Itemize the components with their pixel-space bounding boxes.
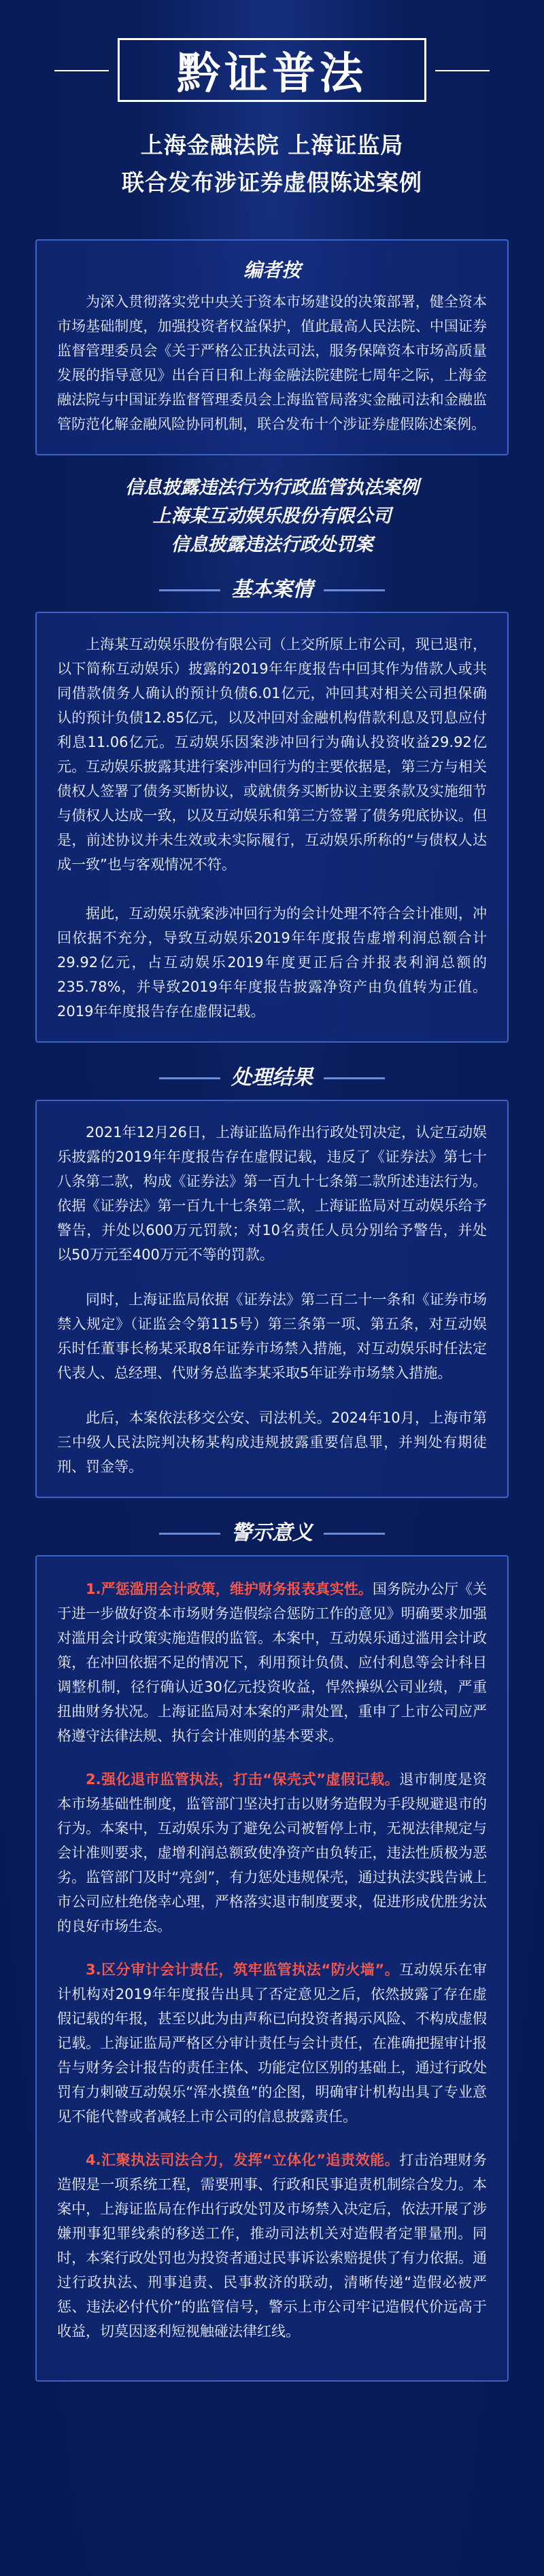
handling-label: 处理结果 [231,1066,313,1090]
warning-body: 退市制度是资本市场基础性制度，监管部门坚决打击以财务造假为手段规避退市的行为。本案中，互动娱乐为了避免公司被暂停上市，无视法律规定与会计准则要求，虚增利润总额致使净资产由负转正，违法性质极为恶劣。监管部门及时“亮剑”，有力惩处违规保壳，通过执法实践告诫上市公司应杜绝侥幸心理，严格落实退市制度要求，促进形成优胜劣汰的良好市场生态。 [57,1771,487,1934]
handling-para2: 同时，上海证监局依据《证券法》第二百二十一条和《证券市场禁入规定》（证监会令第115号）第三条第一项、第五条，对互动娱乐时任董事长杨某采取8年证券市场禁入措施，对互动娱乐时任法定代表人、总经理、代财务总监李某采取5年证券市场禁入措施。 [57,1291,487,1381]
hero-header [0,0,544,217]
heading-bar-left [159,1533,220,1535]
warning-heading: 4.汇聚执法司法合力，发挥“立体化”追责效能。 [86,2152,400,2168]
heading-bar-left [159,1077,220,1079]
warning-heading: 2.强化退市监管执法，打击“保壳式”虚假记载。 [86,1771,400,1788]
editor-note-panel [35,239,509,455]
case-title-line1: 信息披露违法行为行政监管执法案例 [125,477,419,498]
case-title-line2: 上海某互动娱乐股份有限公司 [152,506,392,527]
editor-note-text: 为深入贯彻落实党中央关于资本市场建设的决策部署，健全资本市场基础制度，加强投资者权益保护，值此最高人民法院、中国证券监督管理委员会《关于严格公正执法司法，服务保障资本市场高质量发展的指导意见》出台百日和上海金融法院建院七周年之际，上海金融法院与中国证券监督管理委员会上海监管局落实金融司法和金融监管防范化解金融风险协同机制，联合发布十个涉证券虚假陈述案例。 [57,294,487,432]
basic-facts-para1: 上海某互动娱乐股份有限公司（上交所原上市公司，现已退市，以下简称互动娱乐）披露的2019年年度报告中回其作为借款人或共同借款债务人确认的预计负债6.01亿元，冲回其对相关公司担保确认的预计负债12.85亿元，以及冲回对金融机构借款利息及罚息应付利息11.06亿元。互动娱乐因案涉冲回行为确认投资收益29.92亿元。互动娱乐披露其进行案涉冲回行为的主要依据是，第三方与相关债权人签署了债务买断协议，或就债务买断协议主要条款及实施细节与债权人达成一致，以及互动娱乐和第三方签署了债务兜底协议。但是，前述协议并未生效或未实际履行，互动娱乐所称的“与债权人达成一致”也与客观情况不符。 [57,636,487,873]
warning-item [57,2148,487,2344]
heading-bar-left [159,589,220,591]
heading-bar-right [324,1077,385,1079]
basic-facts-panel [35,612,509,1043]
warning-item [57,1767,487,1938]
heading-bar-right [324,589,385,591]
warning-body: 打击治理财务造假是一项系统工程，需要刑事、行政和民事追责机制综合发力。本案中，上海证监局在作出行政处罚及市场禁入决定后，依法开展了涉嫌刑事犯罪线索的移送工作，推动司法机关对造假者定罪量刑。同时，本案行政处罚也为投资者通过民事诉讼索赔提供了有力依据。通过行政执法、刑事追责、民事救济的联动，清晰传递“造假必被严惩、违法必付代价”的监管信号，警示上市公司牢记造假代价远高于收益，切莫因逐利短视触碰法律红线。 [57,2152,487,2339]
handling-heading [0,1060,544,1090]
subtitle-publishers: 上海金融法院 上海证监局 [140,132,404,158]
warnings-panel [35,1555,509,2382]
handling-panel [35,1100,509,1498]
handling-para1: 2021年12月26日，上海证监局作出行政处罚决定，认定互动娱乐披露的2019年年度报告存在虚假记载，违反了《证券法》第七十八条第二款，构成《证券法》第一百九十七条第二款所述违法行为。依据《证券法》第一百九十七条第二款，上海证监局对互动娱乐给予警告，并处以600万元罚款；对10名责任人员分别给予警告，并处以50万元至400万元不等的罚款。 [57,1124,487,1263]
editor-note-label: 编者按 [243,259,301,281]
warnings-label: 警示意义 [231,1521,313,1545]
page-title: 黔证普法 [177,49,367,99]
subtitle-announcement: 联合发布涉证券虚假陈述案例 [122,169,422,196]
warning-heading: 3.区分审计会计责任，筑牢监管执法“防火墙”。 [86,1962,400,1978]
heading-bar-right [324,1533,385,1535]
basic-facts-para2: 据此，互动娱乐就案涉冲回行为的会计处理不符合会计准则，冲回依据不充分，导致互动娱乐2019年年度报告虚增利润总额合计29.92亿元，占互动娱乐2019年度更正后合并报表利润总额的235.78%，并导致2019年年度报告披露净资产由负值转为正值。2019年年度报告存在虚假记载。 [57,905,487,1020]
warning-heading: 1.严惩滥用会计政策，维护财务报表真实性。 [86,1581,373,1597]
case-title-line3: 信息披露违法行政处罚案 [171,534,373,555]
basic-facts-label: 基本案情 [231,578,313,602]
basic-facts-heading [0,572,544,602]
warning-body: 互动娱乐在审计机构对2019年年度报告出具了否定意见之后，依然披露了存在虚假记载的年报，甚至以此为由声称已向投资者揭示风险、不构成虚假记载。上海证监局严格区分审计责任与会计责任，在准确把握审计报告与财务会计报告的责任主体、功能定位区别的基础上，通过行政处罚有力刺破互动娱乐“浑水摸鱼”的企图，明确审计机构出具了专业意见不能代替或者减轻上市公司的信息披露责任。 [57,1962,487,2125]
handling-para3: 此后，本案依法移交公安、司法机关。2024年10月，上海市第三中级人民法院判决杨某构成违规披露重要信息罪，并判处有期徒刑、罚金等。 [57,1410,487,1475]
warning-item [57,1957,487,2129]
warnings-heading [0,1516,544,1546]
warning-body: 国务院办公厅《关于进一步做好资本市场财务造假综合惩防工作的意见》明确要求加强对滥用会计政策实施造假的监管。本案中，互动娱乐通过滥用会计政策，在冲回依据不足的情况下，利用预计负债、应付利息等会计科目调整机制，径行确认近30亿元投资收益，悍然操纵公司业绩，严重扭曲财务状况。上海证监局对本案的严肃处置，重申了上市公司应严格遵守法律法规、执行会计准则的基本要求。 [57,1581,487,1744]
title-frame [118,38,426,102]
warning-item [57,1577,487,1748]
